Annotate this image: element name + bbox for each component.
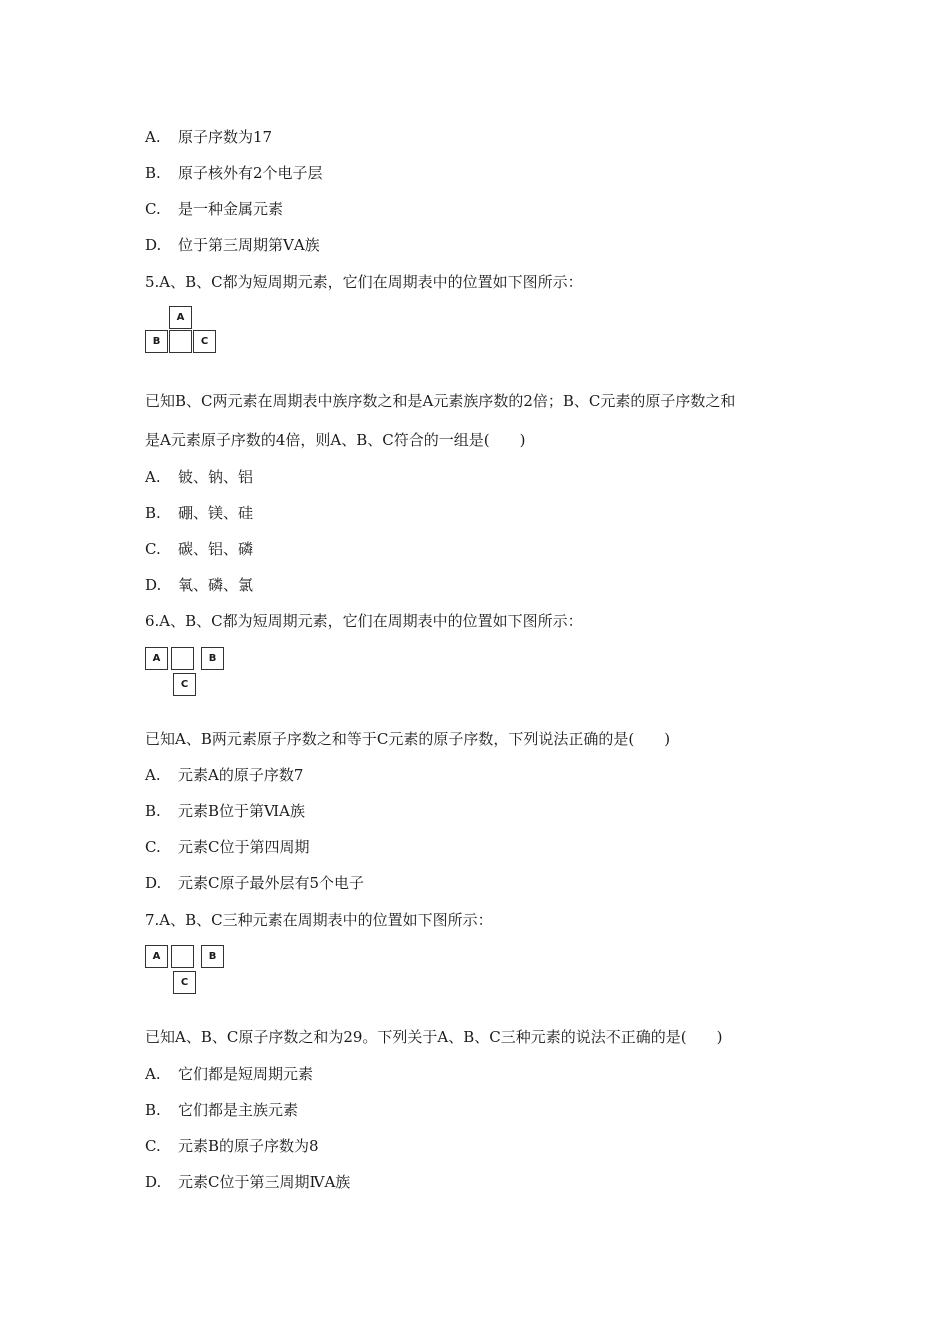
q5-option-b: B. 硼、镁、硅 <box>145 504 254 522</box>
q5-cell-b: B <box>145 330 168 353</box>
q5-stem-line1: 已知B、C两元素在周期表中族序数之和是A元素族序数的2倍；B、C元素的原子序数之和 <box>145 392 736 410</box>
q6-option-d: D. 元素C原子最外层有5个电子 <box>145 874 365 892</box>
q6-cell-empty <box>171 647 194 670</box>
q7-cell-b: B <box>201 945 224 968</box>
q7-option-c: C. 元素B的原子序数为8 <box>145 1137 319 1155</box>
q6-cell-c: C <box>173 673 196 696</box>
q7-stem: 已知A、B、C原子序数之和为29。下列关于A、B、C三种元素的说法不正确的是( ) <box>145 1028 723 1046</box>
q6-cell-b: B <box>201 647 224 670</box>
q6-cell-a: A <box>145 647 168 670</box>
q7-intro: 7.A、B、C三种元素在周期表中的位置如下图所示： <box>145 911 493 929</box>
q6-option-c: C. 元素C位于第四周期 <box>145 838 310 856</box>
q6-option-b: B. 元素B位于第ⅥA族 <box>145 802 305 820</box>
q5-cell-empty <box>169 330 192 353</box>
q4-option-b: B. 原子核外有2个电子层 <box>145 164 323 182</box>
q5-intro: 5.A、B、C都为短周期元素，它们在周期表中的位置如下图所示： <box>145 273 583 291</box>
q5-option-c: C. 碳、铝、磷 <box>145 540 254 558</box>
q4-option-d: D. 位于第三周期第ⅤA族 <box>145 236 320 254</box>
q6-option-a: A. 元素A的原子序数7 <box>145 766 304 784</box>
q6-intro: 6.A、B、C都为短周期元素，它们在周期表中的位置如下图所示： <box>145 612 583 630</box>
q7-option-a: A. 它们都是短周期元素 <box>145 1065 314 1083</box>
q7-option-b: B. 它们都是主族元素 <box>145 1101 299 1119</box>
q6-stem: 已知A、B两元素原子序数之和等于C元素的原子序数，下列说法正确的是( ) <box>145 730 671 748</box>
q7-option-d: D. 元素C位于第三周期ⅣA族 <box>145 1173 351 1191</box>
q7-cell-empty <box>171 945 194 968</box>
q5-cell-a: A <box>169 306 192 329</box>
q4-option-c: C. 是一种金属元素 <box>145 200 284 218</box>
q5-stem-line2: 是A元素原子序数的4倍，则A、B、C符合的一组是( ) <box>145 431 526 449</box>
q7-cell-a: A <box>145 945 168 968</box>
q5-cell-c: C <box>193 330 216 353</box>
q5-option-d: D. 氧、磷、氯 <box>145 576 254 594</box>
q4-option-a: A. 原子序数为17 <box>145 128 273 146</box>
q5-option-a: A. 铍、钠、铝 <box>145 468 254 486</box>
q7-cell-c: C <box>173 971 196 994</box>
